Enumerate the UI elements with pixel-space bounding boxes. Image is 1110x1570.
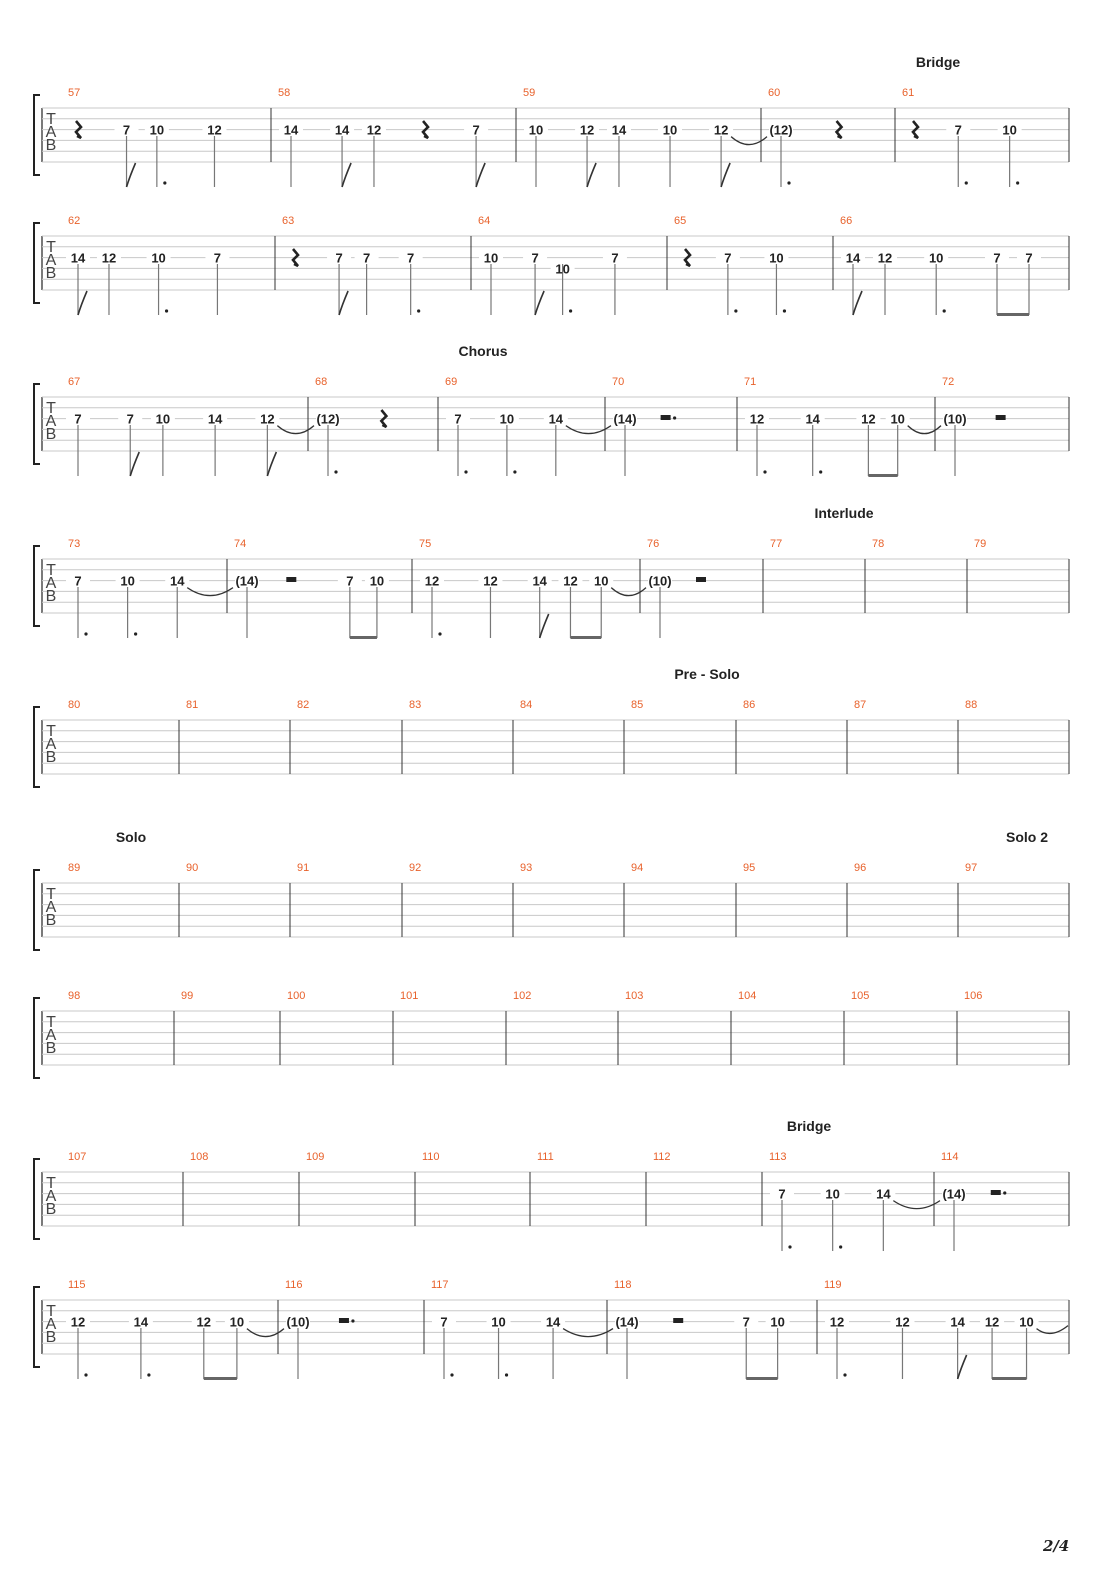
dot-icon [839, 1245, 842, 1248]
fret-number: 10 [229, 1314, 245, 1330]
fret-number: 12 [70, 1314, 86, 1330]
eighth-flag-icon [853, 291, 862, 315]
measure-number: 100 [287, 990, 306, 1002]
measure-number: 80 [68, 699, 81, 711]
dot-icon [334, 470, 337, 473]
eighth-flag-icon [342, 163, 351, 187]
measure-number: 81 [186, 699, 199, 711]
dot-icon [351, 1319, 354, 1322]
beam [997, 313, 1029, 316]
measure-number: 61 [902, 87, 915, 99]
tab-system [34, 1159, 1069, 1251]
fret-number: 12 [483, 573, 498, 589]
measure-number: 103 [625, 990, 644, 1002]
half-rest-icon [661, 415, 671, 420]
dot-icon [134, 632, 137, 635]
fret-number: 12 [563, 573, 578, 589]
tab-clef-letter: B [45, 426, 57, 443]
half-rest-icon [339, 1318, 349, 1323]
measure-number: 117 [431, 1279, 449, 1291]
section-label: Bridge [786, 1118, 832, 1134]
measure-number: 113 [769, 1151, 787, 1163]
fret-number: 14 [70, 250, 86, 266]
quarter-rest-icon [913, 121, 918, 138]
fret-number: (14) [942, 1186, 966, 1202]
fret-number: 10 [120, 573, 135, 589]
measure-number: 79 [974, 538, 987, 550]
fret-number: 12 [984, 1314, 1000, 1330]
dot-icon [450, 1373, 453, 1376]
fret-number: 14 [548, 411, 564, 427]
fret-number: 7 [1025, 250, 1033, 266]
dot-icon [165, 309, 168, 312]
half-rest-icon [991, 1190, 1001, 1195]
measure-number: 115 [68, 1279, 86, 1291]
fret-number: 12 [829, 1314, 845, 1330]
fret-number: 14 [876, 1186, 891, 1202]
fret-number: (14) [615, 1314, 639, 1330]
measure-number: 89 [68, 862, 81, 874]
measure-number: 59 [523, 87, 536, 99]
fret-number: 14 [207, 411, 223, 427]
measure-number: 88 [965, 699, 978, 711]
dot-icon [965, 181, 968, 184]
tab-clef-letter: B [45, 1040, 57, 1057]
measure-number: 66 [840, 215, 853, 227]
fret-number: 10 [369, 573, 385, 589]
quarter-rest-icon [293, 249, 298, 266]
measure-number: 94 [631, 862, 644, 874]
system-brace [34, 707, 40, 787]
eighth-flag-icon [130, 452, 139, 476]
dot-icon [783, 309, 786, 312]
fret-number: 10 [555, 261, 570, 277]
quarter-rest-icon [685, 249, 690, 266]
measure-number: 99 [181, 990, 194, 1002]
dot-icon [763, 470, 766, 473]
fret-number: 12 [895, 1314, 910, 1330]
system-brace [34, 95, 40, 175]
fret-number: 7 [213, 250, 222, 266]
fret-number: 10 [149, 122, 165, 138]
fret-number: (10) [286, 1314, 310, 1330]
tab-clef-letter: T [46, 723, 56, 740]
fret-number: (10) [943, 411, 967, 427]
fret-number: 7 [362, 250, 371, 266]
fret-number: 7 [346, 573, 354, 589]
tab-clef-letter: A [45, 736, 57, 753]
fret-number: 10 [528, 122, 544, 138]
fret-number: 12 [713, 122, 729, 138]
beam [570, 636, 601, 639]
fret-number: 10 [491, 1314, 506, 1330]
fret-number: 10 [928, 250, 944, 266]
fret-number: (10) [648, 573, 672, 589]
measure-number: 65 [674, 215, 687, 227]
measure-number: 102 [513, 990, 532, 1002]
eighth-flag-icon [958, 1355, 967, 1379]
tab-clef-letter: A [45, 1316, 57, 1333]
tab-system [34, 998, 1069, 1078]
tab-clef-letter: B [45, 588, 57, 605]
dot-icon [787, 181, 790, 184]
measure-number: 91 [297, 862, 310, 874]
measure-number: 90 [186, 862, 199, 874]
measure-number: 84 [520, 699, 533, 711]
tab-clef-letter: T [46, 1014, 56, 1031]
system-brace [34, 384, 40, 464]
dot-icon [163, 181, 166, 184]
measure-number: 71 [744, 376, 757, 388]
measure-number: 64 [478, 215, 491, 227]
measure-number: 97 [965, 862, 978, 874]
measure-number: 108 [190, 1151, 209, 1163]
measure-number: 78 [872, 538, 885, 550]
dot-icon [843, 1373, 846, 1376]
system-brace [34, 223, 40, 303]
measure-number: 74 [234, 538, 247, 550]
half-rest-icon [996, 415, 1006, 420]
quarter-rest-icon [381, 410, 386, 427]
fret-number: 10 [483, 250, 499, 266]
fret-number: 7 [335, 250, 343, 266]
dot-icon [1016, 181, 1019, 184]
eighth-flag-icon [535, 291, 544, 315]
section-label: Solo [115, 829, 147, 845]
half-rest-icon [696, 577, 706, 582]
fret-number: 12 [877, 250, 893, 266]
measure-number: 96 [854, 862, 867, 874]
dot-icon [788, 1245, 791, 1248]
eighth-flag-icon [339, 291, 348, 315]
fret-number: 10 [1019, 1314, 1034, 1330]
dot-icon [84, 632, 87, 635]
measure-number: 77 [770, 538, 783, 550]
beam [868, 474, 897, 477]
measure-number: 101 [400, 990, 419, 1002]
fret-number: 7 [126, 411, 134, 427]
dot-icon [84, 1373, 87, 1376]
tab-clef-letter: T [46, 886, 56, 903]
beam [746, 1377, 777, 1380]
tab-clef-letter: B [45, 137, 57, 154]
dot-icon [734, 309, 737, 312]
fret-number: 10 [151, 250, 166, 266]
quarter-rest-icon [837, 121, 842, 138]
tab-clef-letter: B [45, 265, 57, 282]
measure-number: 62 [68, 215, 81, 227]
tab-clef-letter: A [45, 575, 57, 592]
fret-number: 12 [424, 573, 440, 589]
dot-icon [569, 309, 572, 312]
tab-clef-letter: A [45, 1027, 57, 1044]
eighth-flag-icon [476, 163, 485, 187]
measure-number: 114 [941, 1151, 959, 1163]
tab-clef-letter: A [45, 899, 57, 916]
dot-icon [417, 309, 420, 312]
measure-number: 110 [422, 1151, 440, 1163]
section-label: Pre - Solo [674, 666, 740, 682]
fret-number: 10 [662, 122, 678, 138]
system-brace [34, 1287, 40, 1367]
half-rest-icon [673, 1318, 683, 1323]
page-number: 2/4 [1043, 1537, 1070, 1555]
tab-clef-letter: T [46, 239, 56, 256]
section-label: Interlude [814, 505, 874, 521]
fret-number: 7 [724, 250, 732, 266]
tab-clef-letter: A [45, 413, 57, 430]
tab-clef-letter: B [45, 1201, 57, 1218]
section-label: Solo 2 [1005, 829, 1049, 845]
fret-number: 14 [611, 122, 627, 138]
fret-number: 10 [155, 411, 171, 427]
measure-number: 58 [278, 87, 291, 99]
fret-number: 14 [545, 1314, 561, 1330]
tab-clef-letter: B [45, 912, 57, 929]
eighth-flag-icon [127, 163, 136, 187]
measure-number: 116 [285, 1279, 303, 1291]
fret-number: 10 [890, 411, 905, 427]
measure-number: 63 [282, 215, 295, 227]
fret-number: 7 [611, 250, 619, 266]
fret-number: 7 [742, 1314, 750, 1330]
tab-clef-letter: B [45, 749, 57, 766]
fret-number: 10 [499, 411, 515, 427]
fret-number: 10 [770, 1314, 785, 1330]
measure-number: 68 [315, 376, 328, 388]
fret-number: 12 [260, 411, 275, 427]
measure-number: 112 [653, 1151, 671, 1163]
measure-number: 60 [768, 87, 781, 99]
measure-number: 87 [854, 699, 867, 711]
beam [350, 636, 377, 639]
tab-clef-letter: A [45, 1188, 57, 1205]
eighth-flag-icon [78, 291, 87, 315]
dot-icon [513, 470, 516, 473]
fret-number: 12 [366, 122, 382, 138]
tab-system [34, 870, 1069, 950]
fret-number: 12 [196, 1314, 212, 1330]
quarter-rest-icon [76, 121, 81, 138]
measure-number: 86 [743, 699, 756, 711]
tab-clef-letter: T [46, 400, 56, 417]
fret-number: 7 [122, 122, 131, 138]
fret-number: 10 [825, 1186, 840, 1202]
measure-number: 111 [537, 1151, 554, 1163]
tab-clef-letter: T [46, 562, 56, 579]
fret-number: 12 [101, 250, 117, 266]
fret-number: 14 [805, 411, 820, 427]
fret-number: 14 [845, 250, 861, 266]
system-brace [34, 1159, 40, 1239]
measure-number: 75 [419, 538, 432, 550]
fret-number: 12 [861, 411, 876, 427]
beam [204, 1377, 237, 1380]
measure-number: 95 [743, 862, 756, 874]
fret-number: 14 [950, 1314, 965, 1330]
fret-number: (14) [613, 411, 637, 427]
measure-number: 107 [68, 1151, 87, 1163]
measure-number: 70 [612, 376, 625, 388]
tab-system [34, 546, 1069, 639]
measure-number: 73 [68, 538, 81, 550]
fret-number: 14 [334, 122, 350, 138]
eighth-flag-icon [587, 163, 596, 187]
fret-number: 7 [454, 411, 462, 427]
tab-clef-letter: B [45, 1329, 57, 1346]
fret-number: 7 [778, 1186, 786, 1202]
tab-system [34, 223, 1069, 316]
tab-system [34, 707, 1069, 787]
dot-icon [1003, 1191, 1006, 1194]
dot-icon [943, 309, 946, 312]
fret-number: 14 [532, 573, 547, 589]
fret-number: 12 [749, 411, 765, 427]
fret-number: 7 [993, 250, 1001, 266]
beam [992, 1377, 1026, 1380]
fret-number: 7 [74, 573, 82, 589]
measure-number: 104 [738, 990, 757, 1002]
measure-number: 106 [964, 990, 983, 1002]
tab-clef-letter: A [45, 252, 57, 269]
fret-number: 7 [407, 250, 415, 266]
measure-number: 69 [445, 376, 458, 388]
tab-clef-letter: T [46, 1303, 56, 1320]
measure-number: 85 [631, 699, 644, 711]
fret-number: 14 [169, 573, 185, 589]
tab-system [34, 384, 1069, 477]
half-rest-icon [286, 577, 296, 582]
eighth-flag-icon [540, 614, 549, 638]
tab-system [34, 95, 1069, 187]
fret-number: 14 [283, 122, 299, 138]
measure-number: 93 [520, 862, 533, 874]
fret-number: 7 [74, 411, 82, 427]
fret-number: 12 [579, 122, 595, 138]
eighth-flag-icon [267, 452, 276, 476]
system-brace [34, 546, 40, 626]
tab-clef-letter: A [45, 124, 57, 141]
fret-number: 12 [207, 122, 222, 138]
dot-icon [673, 416, 676, 419]
dot-icon [819, 470, 822, 473]
fret-number: 7 [472, 122, 480, 138]
fret-number: 10 [593, 573, 609, 589]
fret-number: 10 [769, 250, 784, 266]
tab-clef-letter: T [46, 111, 56, 128]
system-brace [34, 870, 40, 950]
measure-number: 72 [942, 376, 955, 388]
eighth-flag-icon [721, 163, 730, 187]
fret-number: (12) [316, 411, 340, 427]
measure-number: 82 [297, 699, 310, 711]
measure-number: 118 [614, 1279, 632, 1291]
measure-number: 119 [824, 1279, 842, 1291]
measure-number: 76 [647, 538, 660, 550]
dot-icon [438, 632, 441, 635]
fret-number: (14) [235, 573, 259, 589]
tab-system [34, 1287, 1069, 1380]
measure-number: 92 [409, 862, 422, 874]
fret-number: (12) [769, 122, 793, 138]
quarter-rest-icon [423, 121, 428, 138]
dot-icon [464, 470, 467, 473]
section-label: Chorus [458, 343, 508, 359]
dot-icon [505, 1373, 508, 1376]
fret-number: 7 [531, 250, 539, 266]
fret-number: 7 [440, 1314, 448, 1330]
measure-number: 57 [68, 87, 81, 99]
measure-number: 105 [851, 990, 870, 1002]
dot-icon [147, 1373, 150, 1376]
tab-clef-letter: T [46, 1175, 56, 1192]
fret-number: 14 [133, 1314, 149, 1330]
measure-number: 98 [68, 990, 81, 1002]
section-label: Bridge [915, 54, 961, 70]
fret-number: 7 [954, 122, 962, 138]
measure-number: 83 [409, 699, 422, 711]
measure-number: 67 [68, 376, 81, 388]
measure-number: 109 [306, 1151, 325, 1163]
fret-number: 10 [1002, 122, 1017, 138]
system-brace [34, 998, 40, 1078]
